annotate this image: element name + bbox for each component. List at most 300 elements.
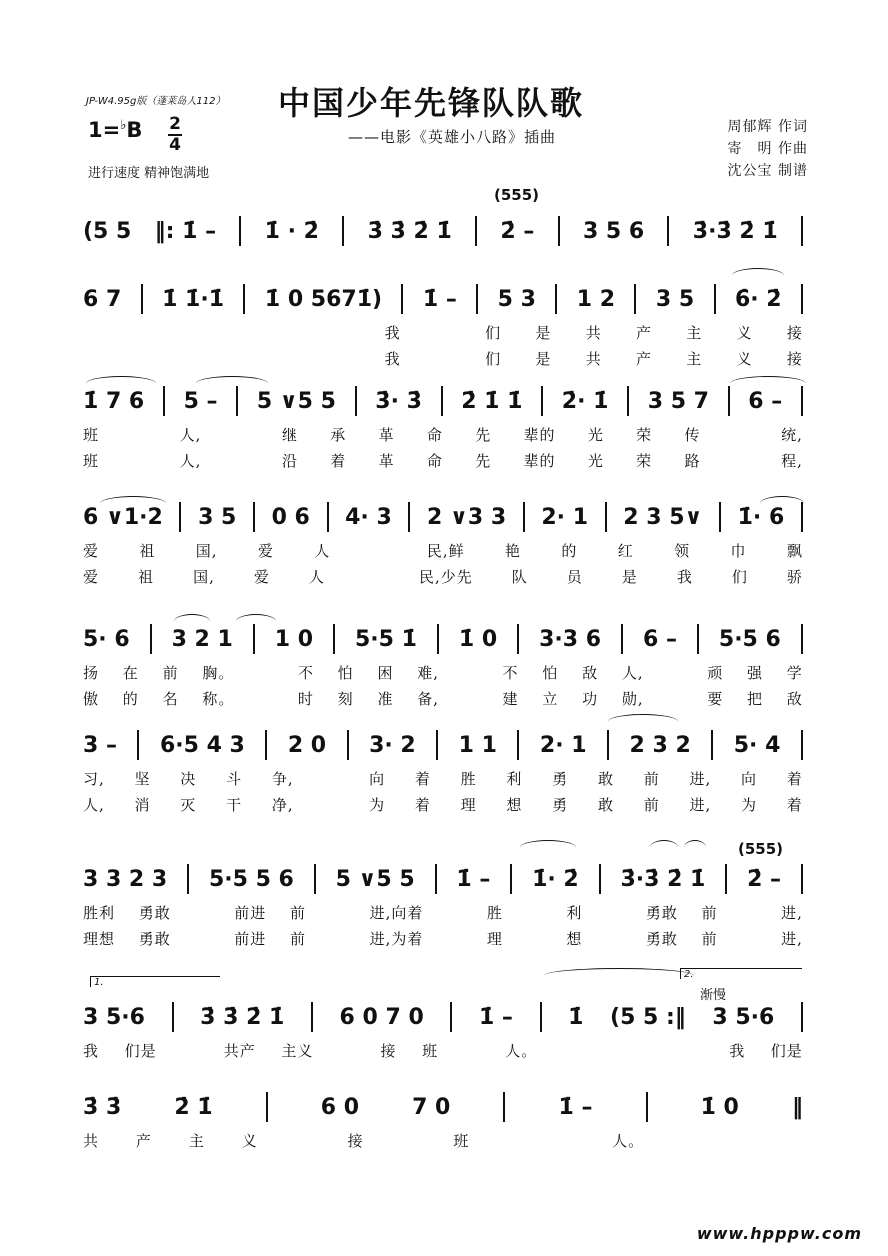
- lyric-syllable: 强: [746, 664, 763, 682]
- lyric-syllable: 革: [378, 452, 395, 470]
- lyric-syllable: 怕: [337, 664, 354, 682]
- lyric-syllable: 把: [746, 690, 763, 708]
- note-group: 2· 1: [541, 504, 589, 530]
- lyric-syllable: 敢: [597, 796, 614, 814]
- lyric-syllable: 辈的: [523, 426, 556, 444]
- lyric-syllable: 统,: [781, 426, 803, 444]
- lyric-syllable: 胸。: [202, 664, 235, 682]
- slur-mark: [520, 840, 576, 855]
- note-group: 1 1: [458, 732, 497, 758]
- lyric-line: [83, 688, 803, 709]
- lyric-syllable: [401, 1130, 417, 1151]
- lyric-syllable: 国,: [195, 542, 218, 560]
- lyric-syllable: 勇敢: [138, 904, 171, 922]
- barline: [510, 864, 512, 894]
- note-group: 3 5 6: [582, 218, 645, 244]
- lyric-syllable: 消: [134, 796, 151, 814]
- lyric-syllable: 理: [460, 796, 477, 814]
- lyric-syllable: 革: [378, 426, 395, 444]
- lyric-syllable: 爱: [257, 542, 274, 560]
- barline: [476, 284, 478, 314]
- note-group: 5·5 6: [718, 626, 781, 652]
- lyric-syllable: 顽: [707, 664, 724, 682]
- note-group: 5· 4: [733, 732, 781, 758]
- lyric-syllable: [330, 928, 346, 949]
- lyric-syllable: 员: [566, 568, 583, 586]
- barline: [667, 216, 669, 246]
- lyric-syllable: 义: [736, 350, 753, 368]
- lyric-syllable: 勇敢: [645, 930, 678, 948]
- lyric-syllable: 勋,: [621, 690, 644, 708]
- song-title: 中国少年先锋队队歌: [278, 84, 585, 122]
- slur-mark: [236, 614, 276, 629]
- lyric-syllable: 承: [330, 426, 347, 444]
- lyric-syllable: [606, 902, 622, 923]
- lyric-syllable: 进,: [781, 904, 803, 922]
- barline: [627, 386, 629, 416]
- barline: [342, 216, 344, 246]
- barline: [253, 502, 255, 532]
- note-group: 1̇ –: [478, 1004, 513, 1030]
- lyric-syllable: 勇敢: [645, 904, 678, 922]
- lyric-line: [83, 928, 803, 949]
- lyric-syllable: 利: [566, 904, 583, 922]
- lyric-syllable: 人,: [83, 796, 105, 814]
- note-group: 1̇ –: [422, 286, 457, 312]
- slur-mark: [86, 376, 156, 391]
- note-group: 1̇ 7 6: [83, 388, 145, 414]
- lyric-syllable: 们是: [770, 1042, 803, 1060]
- lyric-syllable: 领: [674, 542, 691, 560]
- barline: [141, 284, 143, 314]
- slur-mark: [732, 268, 784, 283]
- barline: [801, 624, 803, 654]
- lyric-syllable: [447, 928, 463, 949]
- lyric-syllable: 人,: [179, 452, 202, 470]
- lyric-syllable: [284, 322, 300, 343]
- barline: [714, 284, 716, 314]
- lyric-syllable: 建: [502, 690, 519, 708]
- note-group: 1̇ · 2̇: [264, 218, 319, 244]
- lyric-syllable: [234, 450, 250, 471]
- lyric-line: [83, 322, 803, 343]
- lyric-syllable: 争,: [271, 770, 294, 788]
- barline: [541, 386, 543, 416]
- lyric-syllable: [741, 902, 757, 923]
- lyric-syllable: [463, 688, 479, 709]
- slur-mark: [730, 376, 806, 391]
- volta-second-ending: 2.: [680, 968, 802, 979]
- lyric-syllable: [83, 322, 99, 343]
- lyric-syllable: [463, 662, 479, 683]
- barline: [634, 284, 636, 314]
- lyric-syllable: 理: [486, 930, 503, 948]
- barline: [450, 1002, 452, 1032]
- barline: [540, 1002, 542, 1032]
- note-group: 5·5 5 6: [208, 866, 294, 892]
- lyric-syllable: 前: [701, 904, 718, 922]
- barline: [163, 386, 165, 416]
- lyric-syllable: 斗: [226, 770, 243, 788]
- notation-row: [83, 862, 803, 896]
- lyric-syllable: 进,向着: [369, 904, 424, 922]
- slur-mark: [100, 496, 166, 511]
- note-group: 3 3 2 3: [83, 866, 168, 892]
- lyric-syllable: 难,: [417, 664, 440, 682]
- lyric-syllable: [195, 928, 211, 949]
- lyric-syllable: [323, 768, 339, 789]
- barline: [314, 864, 316, 894]
- lyric-syllable: 胜: [486, 904, 503, 922]
- lyric-syllable: [182, 1040, 198, 1061]
- lyric-syllable: [606, 928, 622, 949]
- lyric-syllable: 着: [786, 770, 803, 788]
- lyric-syllable: [667, 662, 683, 683]
- lyric-syllable: 净,: [271, 796, 294, 814]
- lyric-syllable: 灭: [180, 796, 197, 814]
- lyric-syllable: 先: [475, 452, 492, 470]
- slur-mark: [174, 614, 210, 629]
- note-group: 3·3 6: [539, 626, 602, 652]
- lyric-syllable: 前: [643, 796, 660, 814]
- lyric-syllable: 勇敢: [138, 930, 171, 948]
- lyric-syllable: [787, 1130, 803, 1151]
- note-group: 2 ∨3 3: [427, 504, 507, 530]
- footer-url: www.hpppw.com: [696, 1224, 862, 1243]
- lyric-line: [83, 424, 803, 445]
- lyric-syllable: 光: [587, 452, 604, 470]
- lyric-syllable: 我: [384, 324, 401, 342]
- barline: [605, 502, 607, 532]
- note-group: 2̇· 1̇: [561, 388, 609, 414]
- barline: [558, 216, 560, 246]
- lyric-syllable: [234, 424, 250, 445]
- note-group: 3 5: [655, 286, 695, 312]
- lyric-syllable: 学: [786, 664, 803, 682]
- lyric-syllable: [559, 1130, 575, 1151]
- lyric-syllable: [733, 450, 749, 471]
- lyric-syllable: 名: [162, 690, 179, 708]
- note-group: 3 5·6: [83, 1004, 145, 1030]
- note-group: 2̇ 1̇: [174, 1094, 213, 1120]
- lyric-syllable: 辈的: [523, 452, 556, 470]
- note-group: 2 3 5∨: [623, 504, 703, 530]
- key-signature: 1=♭B: [88, 118, 143, 142]
- note-group: 1̇: [568, 1004, 584, 1030]
- lyric-syllable: 沿: [281, 452, 298, 470]
- lyric-syllable: [339, 1040, 355, 1061]
- lyric-syllable: 时: [297, 690, 314, 708]
- notation-row: [83, 384, 803, 418]
- lyric-syllable: 前: [162, 664, 179, 682]
- lyric-syllable: [131, 424, 147, 445]
- lyric-syllable: 坚: [134, 770, 151, 788]
- lyric-syllable: 要: [707, 690, 724, 708]
- lyric-syllable: 我: [83, 1042, 100, 1060]
- barline: [801, 1002, 803, 1032]
- barline: [436, 730, 438, 760]
- lyric-syllable: 的: [561, 542, 578, 560]
- note-group: 1 2: [576, 286, 616, 312]
- note-group: 1 0: [274, 626, 314, 652]
- lyric-syllable: 备,: [417, 690, 440, 708]
- note-group: 3̇· 3̇: [375, 388, 422, 414]
- note-group: 3 5: [198, 504, 237, 530]
- barline: [408, 502, 410, 532]
- song-subtitle: ——电影《英雄小八路》插曲: [348, 128, 557, 146]
- lyric-syllable: [506, 1130, 522, 1151]
- lyric-syllable: 命: [426, 452, 443, 470]
- lyric-syllable: [527, 928, 543, 949]
- note-group: 2̇ –: [747, 866, 782, 892]
- lyric-syllable: 班: [83, 452, 100, 470]
- lyric-syllable: [323, 794, 339, 815]
- lyric-line: [83, 566, 803, 587]
- lyric-syllable: [284, 348, 300, 369]
- lyric-syllable: 功: [582, 690, 599, 708]
- lyric-syllable: 勇: [552, 770, 569, 788]
- lyric-syllable: 进,为着: [369, 930, 424, 948]
- note-group: 5· 6: [83, 626, 130, 652]
- note-group: 1̇ –: [456, 866, 491, 892]
- lyric-syllable: [435, 322, 451, 343]
- barline: [243, 284, 245, 314]
- lyric-syllable: 班: [453, 1132, 470, 1150]
- barline: [437, 624, 439, 654]
- lyric-syllable: [734, 1130, 750, 1151]
- note-group: 0 6: [271, 504, 310, 530]
- barline: [801, 730, 803, 760]
- note-group: 2 3 2: [629, 732, 691, 758]
- ritardando-marking: 渐慢: [700, 988, 727, 1003]
- barline: [697, 624, 699, 654]
- notation-row: [83, 728, 803, 762]
- lyric-syllable: 爱: [253, 568, 270, 586]
- lyric-syllable: 民,鲜: [426, 542, 465, 560]
- barline: [441, 386, 443, 416]
- lyric-syllable: 产: [635, 350, 652, 368]
- lyric-syllable: [83, 348, 99, 369]
- lyric-syllable: 习,: [83, 770, 105, 788]
- lyric-syllable: 路: [684, 452, 701, 470]
- note-group: 7 0: [412, 1094, 451, 1120]
- barline: [599, 864, 601, 894]
- lyric-syllable: 产: [135, 1132, 152, 1150]
- lyric-syllable: [334, 348, 350, 369]
- time-signature: 2 4: [169, 114, 181, 155]
- lyric-syllable: 们: [731, 568, 748, 586]
- notation-row: [83, 1090, 803, 1124]
- lyric-syllable: 飘: [786, 542, 803, 560]
- lyric-syllable: [133, 322, 149, 343]
- lyric-syllable: 荣: [636, 426, 653, 444]
- note-group: 1̇ 0: [700, 1094, 739, 1120]
- lyric-syllable: 义: [241, 1132, 258, 1150]
- credit-composer: 寄 明 作曲: [727, 141, 808, 157]
- lyric-line: [83, 662, 803, 683]
- note-group: 5·5 1̇: [354, 626, 417, 652]
- lyric-syllable: 傲: [83, 690, 100, 708]
- lyric-syllable: 祖: [139, 542, 156, 560]
- lyric-syllable: [667, 688, 683, 709]
- barline: [725, 864, 727, 894]
- note-group: 3̇ 3̇ 2̇ 1̇: [367, 218, 452, 244]
- barline: [719, 502, 721, 532]
- lyric-syllable: 产: [635, 324, 652, 342]
- lyric-syllable: 前: [290, 930, 307, 948]
- lyric-syllable: 前进: [234, 930, 267, 948]
- lyric-syllable: 班: [83, 426, 100, 444]
- lyric-syllable: [447, 902, 463, 923]
- note-group: (5 5: [83, 218, 132, 244]
- lyric-syllable: [334, 322, 350, 343]
- lyric-syllable: 敢: [597, 770, 614, 788]
- note-group: 5 –: [183, 388, 218, 414]
- lyric-syllable: 着: [414, 770, 431, 788]
- lyric-syllable: 着: [786, 796, 803, 814]
- note-group: 2 0: [287, 732, 327, 758]
- lyric-syllable: 为: [741, 796, 758, 814]
- lyric-syllable: 敌: [786, 690, 803, 708]
- lyric-syllable: 程,: [781, 452, 803, 470]
- note-group: ‖: 1̇ –: [154, 218, 217, 244]
- lyric-syllable: [131, 450, 147, 471]
- lyric-syllable: [646, 1040, 662, 1061]
- note-group: 5 ∨5 5: [256, 388, 336, 414]
- note-group: 1̇· 2̇: [532, 866, 579, 892]
- lyric-syllable: 主: [686, 350, 703, 368]
- lyric-syllable: 怕: [542, 664, 559, 682]
- lyric-syllable: 祖: [138, 568, 155, 586]
- pickup-annotation-a: (555): [494, 186, 540, 204]
- barline: [517, 730, 519, 760]
- lyric-syllable: [688, 1040, 704, 1061]
- barline: [187, 864, 189, 894]
- barline: [517, 624, 519, 654]
- lyric-syllable: 红: [617, 542, 634, 560]
- lyric-syllable: [364, 566, 380, 587]
- lyric-syllable: 胜利: [83, 904, 116, 922]
- lyric-syllable: 共: [585, 350, 602, 368]
- note-group: 5 ∨5 5: [335, 866, 415, 892]
- note-group: 6·5 4 3: [159, 732, 245, 758]
- barline: [355, 386, 357, 416]
- lyric-syllable: 巾: [730, 542, 747, 560]
- lyric-syllable: 向: [741, 770, 758, 788]
- lyric-syllable: 传: [684, 426, 701, 444]
- lyric-line: [83, 902, 803, 923]
- lyric-syllable: [733, 424, 749, 445]
- lyric-syllable: 接: [786, 350, 803, 368]
- lyric-syllable: 利: [506, 770, 523, 788]
- lyric-syllable: 为: [369, 796, 386, 814]
- lyric-syllable: [234, 322, 250, 343]
- pickup-annotation-b: (555): [738, 840, 784, 858]
- note-group: ‖: [791, 1094, 803, 1120]
- lyric-syllable: 荣: [636, 452, 653, 470]
- note-group: 3̇·3̇ 2̇ 1̇: [692, 218, 778, 244]
- lyric-syllable: 准: [377, 690, 394, 708]
- note-group: 2̇ –: [500, 218, 535, 244]
- notation-row: [83, 500, 803, 534]
- lyric-syllable: 敌: [582, 664, 599, 682]
- lyric-syllable: [258, 688, 274, 709]
- note-group: 3̇ 3̇ 2̇ 1̇: [200, 1004, 285, 1030]
- note-group: 6̇· 2̇: [734, 286, 782, 312]
- barline: [523, 502, 525, 532]
- note-group: 3 5 7: [647, 388, 709, 414]
- barline: [401, 284, 403, 314]
- note-group: 6 7: [83, 286, 122, 312]
- lyric-line: [83, 348, 803, 369]
- lyric-syllable: [195, 902, 211, 923]
- barline: [311, 1002, 313, 1032]
- barline: [711, 730, 713, 760]
- notation-row: [83, 214, 803, 248]
- lyric-syllable: [133, 348, 149, 369]
- lyric-syllable: [464, 1040, 480, 1061]
- note-group: 3 –: [83, 732, 117, 758]
- lyric-syllable: 班: [422, 1042, 439, 1060]
- lyric-syllable: 队: [511, 568, 528, 586]
- lyric-syllable: 是: [535, 324, 552, 342]
- lyric-syllable: 进,: [689, 770, 712, 788]
- lyric-syllable: 想: [566, 930, 583, 948]
- lyric-syllable: 前: [643, 770, 660, 788]
- lyric-syllable: [330, 902, 346, 923]
- lyric-syllable: 人。: [505, 1042, 538, 1060]
- lyric-syllable: 困: [377, 664, 394, 682]
- lyric-line: [83, 1130, 803, 1151]
- lyric-syllable: [371, 540, 387, 561]
- lyric-syllable: 是: [535, 350, 552, 368]
- barline: [265, 730, 267, 760]
- lyric-syllable: 爱: [83, 542, 100, 560]
- barline: [801, 864, 803, 894]
- lyric-syllable: 进,: [689, 796, 712, 814]
- lyric-syllable: 们: [485, 324, 502, 342]
- note-group: 1̇ 1̇·1̇: [162, 286, 225, 312]
- lyric-syllable: [435, 348, 451, 369]
- lyric-syllable: 接: [380, 1042, 397, 1060]
- lyric-syllable: [184, 348, 200, 369]
- lyric-syllable: 共产: [223, 1042, 256, 1060]
- credit-lyricist: 周郁辉 作词: [727, 119, 808, 135]
- note-group: 2̇ 1̇ 1̇: [461, 388, 523, 414]
- barline: [801, 284, 803, 314]
- lyric-line: [83, 450, 803, 471]
- lyric-line: [83, 768, 803, 789]
- barline: [239, 216, 241, 246]
- lyric-syllable: 前进: [234, 904, 267, 922]
- tempo-marking: 进行速度 精神饱满地: [88, 166, 210, 181]
- note-group: 3 2 1: [171, 626, 233, 652]
- lyric-syllable: 光: [587, 426, 604, 444]
- lyric-syllable: 继: [281, 426, 298, 444]
- volta-first-ending: 1.: [90, 976, 220, 987]
- barline: [347, 730, 349, 760]
- slur-mark: [544, 968, 694, 983]
- slur-mark: [650, 840, 678, 855]
- note-group: 2· 1: [539, 732, 587, 758]
- lyric-syllable: 刻: [337, 690, 354, 708]
- lyric-syllable: 扬: [83, 664, 100, 682]
- lyric-syllable: 们: [485, 350, 502, 368]
- lyric-line: [83, 540, 803, 561]
- note-group: 6 –: [748, 388, 783, 414]
- lyric-syllable: 爱: [83, 568, 100, 586]
- lyric-syllable: [234, 348, 250, 369]
